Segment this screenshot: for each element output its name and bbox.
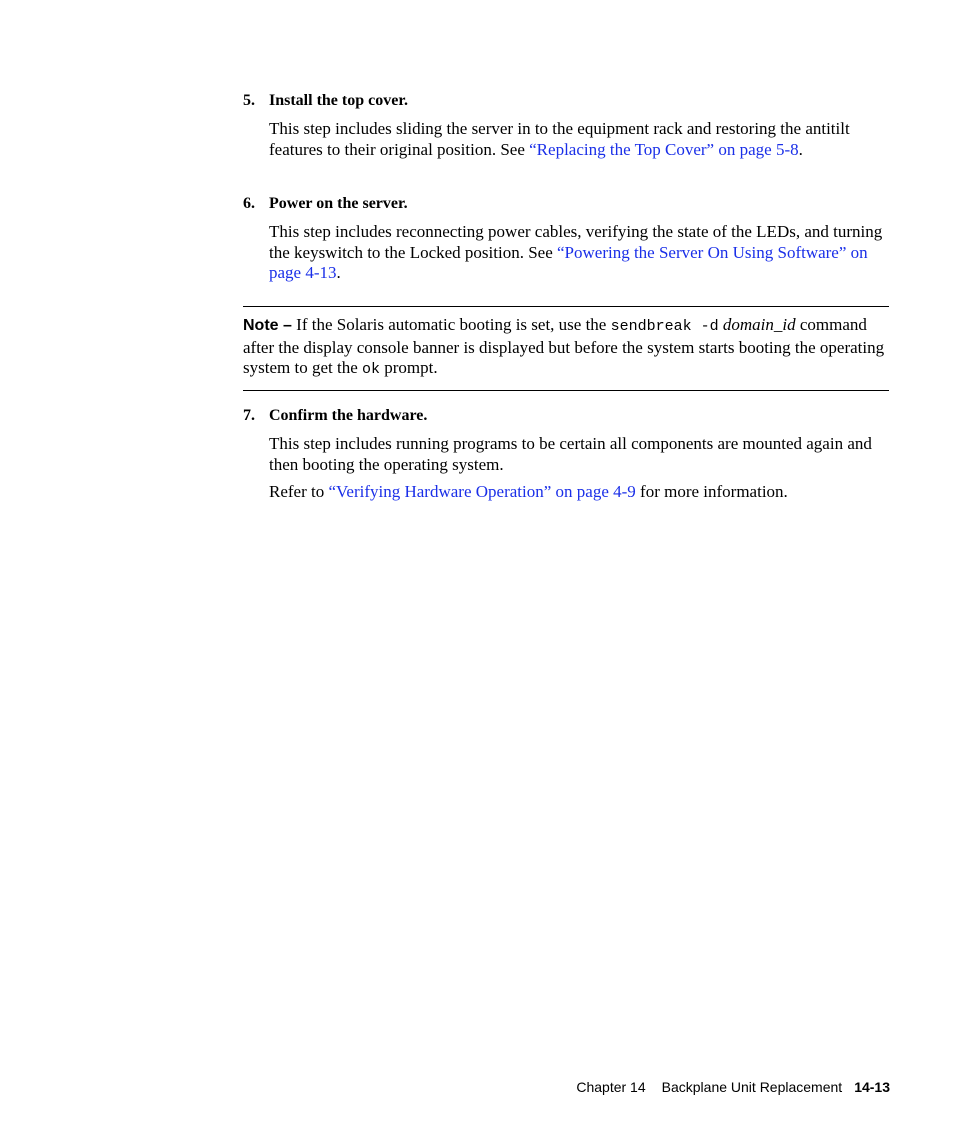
body-text: This step includes reconnecting power cables, verifying the state of the LEDs, and turning the keyswitch to the Locked position. See: [269, 222, 883, 262]
code-sendbreak: sendbreak -d: [610, 318, 719, 335]
step-5: [243, 91, 889, 160]
step-5-heading: [243, 91, 889, 111]
footer-title: Backplane Unit Replacement: [661, 1079, 843, 1095]
step-title: Power on the server.: [269, 195, 408, 212]
note-label: Note –: [243, 317, 292, 334]
step-number: 6.: [243, 195, 255, 212]
step-7-heading: [243, 406, 889, 426]
link-powering-server-on[interactable]: “Powering the Server On Using Software” on page 4-13: [269, 242, 868, 282]
step-6: [243, 194, 889, 284]
note-text: command after the display console banner is displayed but before the system starts booting the operating system to get the: [243, 315, 885, 377]
domain-id-param: domain_id: [722, 315, 796, 334]
page-footer: [576, 1078, 890, 1096]
step-6-heading: [243, 194, 889, 214]
step-6-body: [269, 222, 889, 284]
body-text: .: [336, 263, 341, 282]
step-7: [243, 406, 889, 503]
code-ok: ok: [361, 361, 380, 378]
body-text: .: [798, 139, 803, 159]
page-number: 14-13: [854, 1079, 890, 1095]
body-text: Refer to: [269, 482, 329, 501]
step-title: Confirm the hardware.: [269, 407, 428, 424]
body-text: for more information.: [635, 482, 788, 501]
step-number: 7.: [243, 407, 255, 424]
link-replacing-top-cover[interactable]: “Replacing the Top Cover” on page 5-8: [529, 139, 799, 159]
step-5-body: [269, 119, 889, 160]
body-text: This step includes sliding the server in to the equipment rack and restoring the antitilt features to their original position. See: [269, 119, 850, 159]
step-title: Install the top cover.: [269, 92, 408, 109]
note-text: prompt.: [380, 358, 438, 377]
link-verifying-hardware[interactable]: “Verifying Hardware Operation” on page 4-9: [328, 482, 636, 501]
step-7-body: This step includes running programs to be certain all components are mounted again and then booting the operating system.: [269, 434, 872, 474]
step-7-refer: [269, 482, 889, 503]
footer-chapter: Chapter 14: [576, 1079, 646, 1095]
note-box: [243, 306, 889, 391]
note-text: If the Solaris automatic booting is set, use the: [291, 315, 611, 334]
step-number: 5.: [243, 92, 255, 109]
